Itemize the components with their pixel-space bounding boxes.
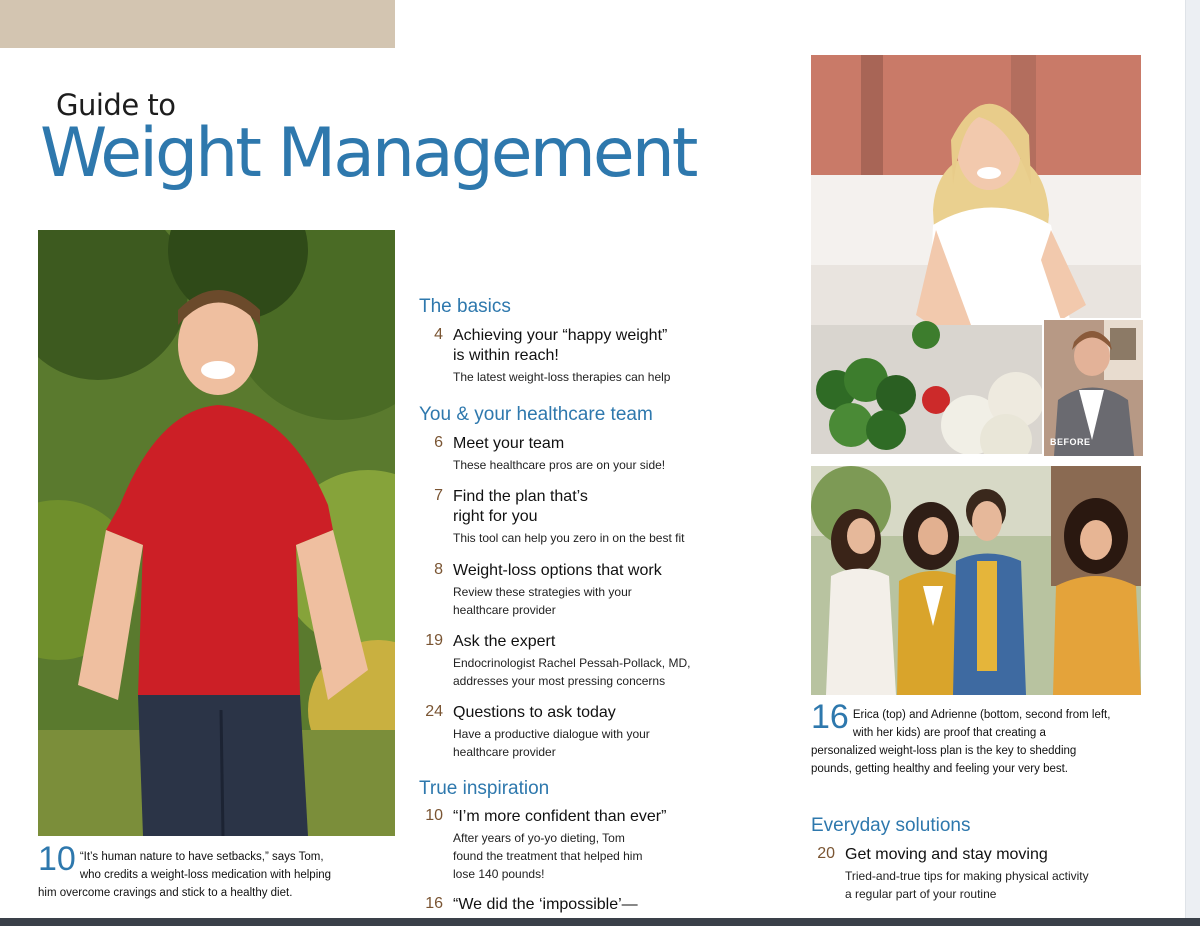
- toc-description: Tried-and-true tips for making physical activity: [845, 869, 1089, 883]
- toc-title-line: is within reach!: [453, 347, 559, 364]
- toc-item[interactable]: [419, 703, 709, 761]
- toc-description: These healthcare pros are on your side!: [453, 458, 666, 472]
- toc-page-number: 19: [425, 632, 443, 649]
- toc-description: The latest weight-loss therapies can help: [453, 370, 671, 384]
- toc-title-line: Get moving and stay moving: [845, 846, 1048, 863]
- toc-description: After years of yo-yo dieting, Tom: [453, 831, 625, 845]
- toc-description: healthcare provider: [453, 745, 556, 759]
- window-scroll-edge[interactable]: [1185, 0, 1200, 926]
- caption-page-number: 16: [811, 698, 849, 736]
- toc-item[interactable]: [419, 895, 709, 915]
- toc-page-number: 24: [425, 703, 443, 720]
- caption-text: “It’s human nature to have setbacks,” says Tom, who credits a weight-loss medication with helping him overcome cravings and stick to a healthy diet.: [38, 851, 332, 899]
- toc-item[interactable]: [811, 845, 1131, 903]
- toc-description: healthcare provider: [453, 603, 556, 617]
- toc-page-number: 6: [434, 434, 443, 451]
- toc-title-line: Questions to ask today: [453, 704, 616, 721]
- caption-text: Erica (top) and Adrienne (bottom, second from left, with her kids) are proof that creating a personalized weight-loss plan is the key to shedding pounds, getting healthy and feeling your very best.: [811, 709, 1111, 775]
- toc-page-number: 8: [434, 561, 443, 578]
- toc-description: Have a productive dialogue with your: [453, 727, 650, 741]
- toc-description: a regular part of your routine: [845, 887, 997, 901]
- bottom-taskbar-strip: [0, 918, 1200, 926]
- section-title-basics: The basics: [419, 296, 511, 317]
- tom-photo: [38, 230, 395, 836]
- guide-to-label: Guide to: [56, 88, 176, 122]
- toc-description: lose 140 pounds!: [453, 867, 545, 881]
- toc-description: found the treatment that helped him: [453, 849, 643, 863]
- toc-description: addresses your most pressing concerns: [453, 674, 666, 688]
- toc-item[interactable]: [419, 632, 709, 690]
- page-title: Weight Management: [40, 114, 696, 193]
- toc-title-line: right for you: [453, 508, 538, 525]
- toc-page-number: 7: [434, 487, 443, 504]
- toc-item[interactable]: [419, 434, 709, 474]
- tom-caption: [38, 840, 338, 902]
- toc-title-line: Meet your team: [453, 435, 565, 452]
- toc-title-line: Ask the expert: [453, 633, 556, 650]
- toc-page-number: 20: [817, 845, 835, 862]
- before-label: BEFORE: [1050, 437, 1091, 447]
- section-title-inspiration: True inspiration: [419, 778, 550, 799]
- toc-description: Review these strategies with your: [453, 585, 632, 599]
- header-tan-bar: [0, 0, 395, 48]
- toc-item[interactable]: [419, 326, 709, 386]
- caption-page-number: 10: [38, 840, 76, 878]
- toc-page-number: 4: [434, 326, 443, 343]
- toc-description: Endocrinologist Rachel Pessah-Pollack, MD,: [453, 656, 691, 670]
- before-photo: [1042, 318, 1143, 456]
- toc-item[interactable]: [419, 487, 709, 547]
- toc-title-line: “We did the ‘impossible’—: [453, 896, 638, 913]
- toc-item[interactable]: [419, 807, 709, 883]
- toc-item[interactable]: [419, 561, 709, 619]
- section-title-everyday: Everyday solutions: [811, 815, 971, 836]
- toc-description: This tool can help you zero in on the best fit: [453, 531, 685, 545]
- family-photo: [811, 466, 1141, 695]
- toc-title-line: Weight-loss options that work: [453, 562, 662, 579]
- toc-title-line: Find the plan that’s: [453, 488, 588, 505]
- toc-page-number: 16: [425, 895, 443, 912]
- erica-caption: [811, 698, 1111, 778]
- section-title-team: You & your healthcare team: [419, 404, 653, 425]
- toc-page-number: 10: [425, 807, 443, 824]
- toc-title-line: “I’m more confident than ever”: [453, 808, 667, 825]
- toc-title-line: Achieving your “happy weight”: [453, 327, 668, 344]
